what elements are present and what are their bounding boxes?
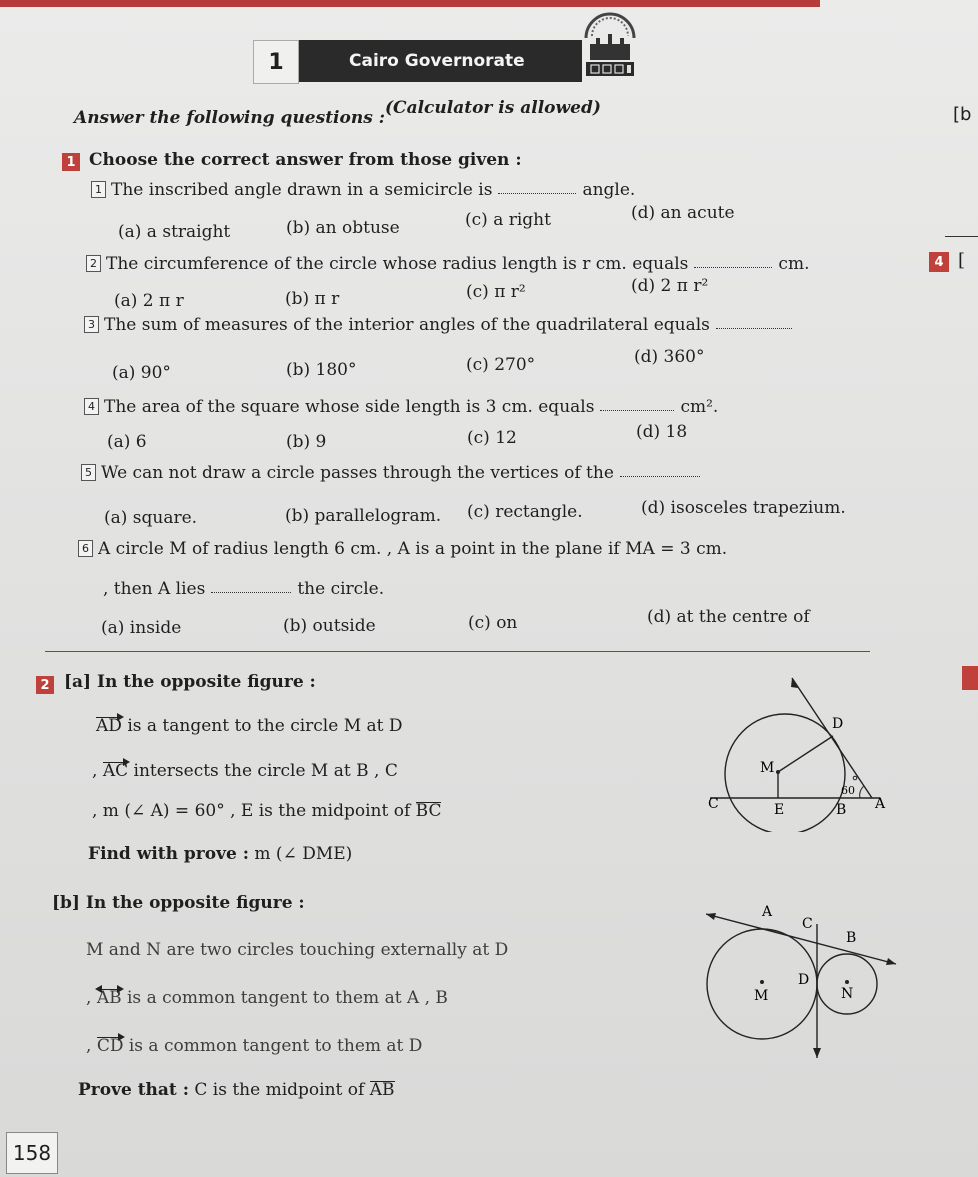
option-a: (a) square. — [104, 508, 198, 528]
label-a: A — [875, 796, 886, 812]
side-divider — [945, 236, 978, 237]
answer-blank — [600, 398, 674, 411]
label-c: C — [708, 796, 719, 812]
item-number: 3 — [84, 316, 99, 333]
page-number: 158 — [6, 1132, 58, 1174]
side-bracket: [ — [958, 250, 966, 271]
part-a-line-2: , AC intersects the circle M at B , C — [92, 761, 398, 781]
option-b: (b) 9 — [286, 432, 327, 452]
question-2-number: 2 — [36, 676, 54, 694]
exam-number-box — [253, 40, 299, 84]
option-d: (d) 18 — [636, 422, 688, 442]
q1-item-1: 1 The inscribed angle drawn in a semicircle is angle. — [91, 180, 635, 200]
label-n: N — [841, 986, 854, 1002]
option-d: (d) isosceles trapezium. — [641, 498, 846, 518]
option-c: (c) rectangle. — [467, 502, 583, 522]
label-m: M — [754, 988, 769, 1004]
q1-item-3: 3 The sum of measures of the interior angles of the quadrilateral equals — [84, 315, 798, 335]
figure-a-diagram — [700, 672, 890, 832]
option-a: (a) 90° — [112, 363, 171, 383]
label-c: C — [802, 916, 813, 932]
option-d: (d) 360° — [634, 347, 705, 367]
answer-blank — [498, 181, 576, 194]
label-b: B — [846, 930, 857, 946]
q1-item-4: 4 The area of the square whose side length is 3 cm. equals cm². — [84, 397, 718, 417]
label-a: A — [762, 904, 773, 920]
q1-item-6: 6 A circle M of radius length 6 cm. , A is a point in the plane if MA = 3 cm. — [78, 539, 727, 559]
option-c: (c) on — [468, 613, 518, 633]
part-a-line-3: , m (∠ A) = 60° , E is the midpoint of BC — [92, 801, 442, 821]
option-a: (a) 2 π r — [114, 291, 184, 311]
answer-blank — [211, 580, 291, 593]
option-a: (a) a straight — [118, 222, 231, 242]
part-a-heading: [a] In the opposite figure : — [64, 672, 316, 692]
part-b-line-3: , CD is a common tangent to them at D — [86, 1036, 423, 1056]
option-b: (b) 180° — [286, 360, 357, 380]
q1-item-6-line-2: , then A lies the circle. — [103, 579, 385, 599]
item-number: 6 — [78, 540, 93, 557]
q1-item-5: 5 We can not draw a circle passes through the vertices of the — [81, 463, 706, 483]
option-c: (c) a right — [465, 210, 551, 230]
side-red-marker — [962, 666, 978, 690]
exam-number: 1 — [268, 49, 284, 75]
figure-b-diagram — [706, 898, 906, 1068]
label-m: M — [760, 760, 775, 776]
item-number: 4 — [84, 398, 99, 415]
label-b: B — [836, 802, 847, 818]
part-b-prove: Prove that : C is the midpoint of AB — [78, 1080, 395, 1100]
option-d: (d) at the centre of — [647, 607, 810, 627]
side-question-marker: 4 — [929, 252, 949, 272]
option-b: (b) parallelogram. — [285, 506, 442, 526]
item-number: 2 — [86, 255, 101, 272]
line-ab: AB — [97, 988, 122, 1008]
governorate-emblem-icon — [578, 8, 642, 80]
option-a: (a) inside — [101, 618, 182, 638]
segment-bc: BC — [415, 801, 442, 821]
part-b-line-2: , AB is a common tangent to them at A , B — [86, 988, 448, 1008]
vector-ac: AC — [102, 761, 129, 781]
option-c: (c) π r² — [466, 282, 526, 302]
option-b: (b) outside — [283, 616, 376, 636]
part-b-heading: [b] In the opposite figure : — [52, 893, 305, 913]
option-d: (d) 2 π r² — [631, 276, 709, 296]
instructions-heading: Answer the following questions : — [74, 108, 385, 128]
exam-title: Cairo Governorate — [349, 51, 525, 71]
label-angle-60: 60 — [841, 784, 855, 797]
option-a: (a) 6 — [107, 432, 147, 452]
option-b: (b) π r — [285, 289, 340, 309]
section-divider — [45, 651, 870, 652]
label-d: D — [798, 972, 810, 988]
vector-ad: AD — [96, 716, 122, 736]
segment-ab: AB — [369, 1080, 395, 1100]
calculator-note: (Calculator is allowed) — [385, 98, 601, 118]
part-a-line-1: AD is a tangent to the circle M at D — [96, 716, 403, 736]
option-c: (c) 12 — [467, 428, 517, 448]
label-e: E — [774, 802, 785, 818]
label-d: D — [832, 716, 844, 732]
option-d: (d) an acute — [631, 203, 735, 223]
option-b: (b) an obtuse — [286, 218, 400, 238]
top-red-line — [0, 0, 820, 7]
side-next-page-text: [b — [953, 104, 972, 125]
answer-blank — [620, 464, 700, 477]
item-number: 5 — [81, 464, 96, 481]
vector-cd: CD — [96, 1036, 124, 1056]
answer-blank — [694, 255, 772, 268]
answer-blank — [716, 316, 792, 329]
part-a-find: Find with prove : m (∠ DME) — [88, 844, 353, 864]
q1-item-2: 2 The circumference of the circle whose radius length is r cm. equals cm. — [86, 254, 809, 274]
question-1-title: Choose the correct answer from those given : — [89, 150, 522, 170]
option-c: (c) 270° — [466, 355, 536, 375]
item-number: 1 — [91, 181, 106, 198]
exam-title-bar — [299, 40, 582, 82]
part-b-line-1: M and N are two circles touching externally at D — [86, 940, 509, 960]
question-1-number: 1 — [62, 153, 80, 171]
